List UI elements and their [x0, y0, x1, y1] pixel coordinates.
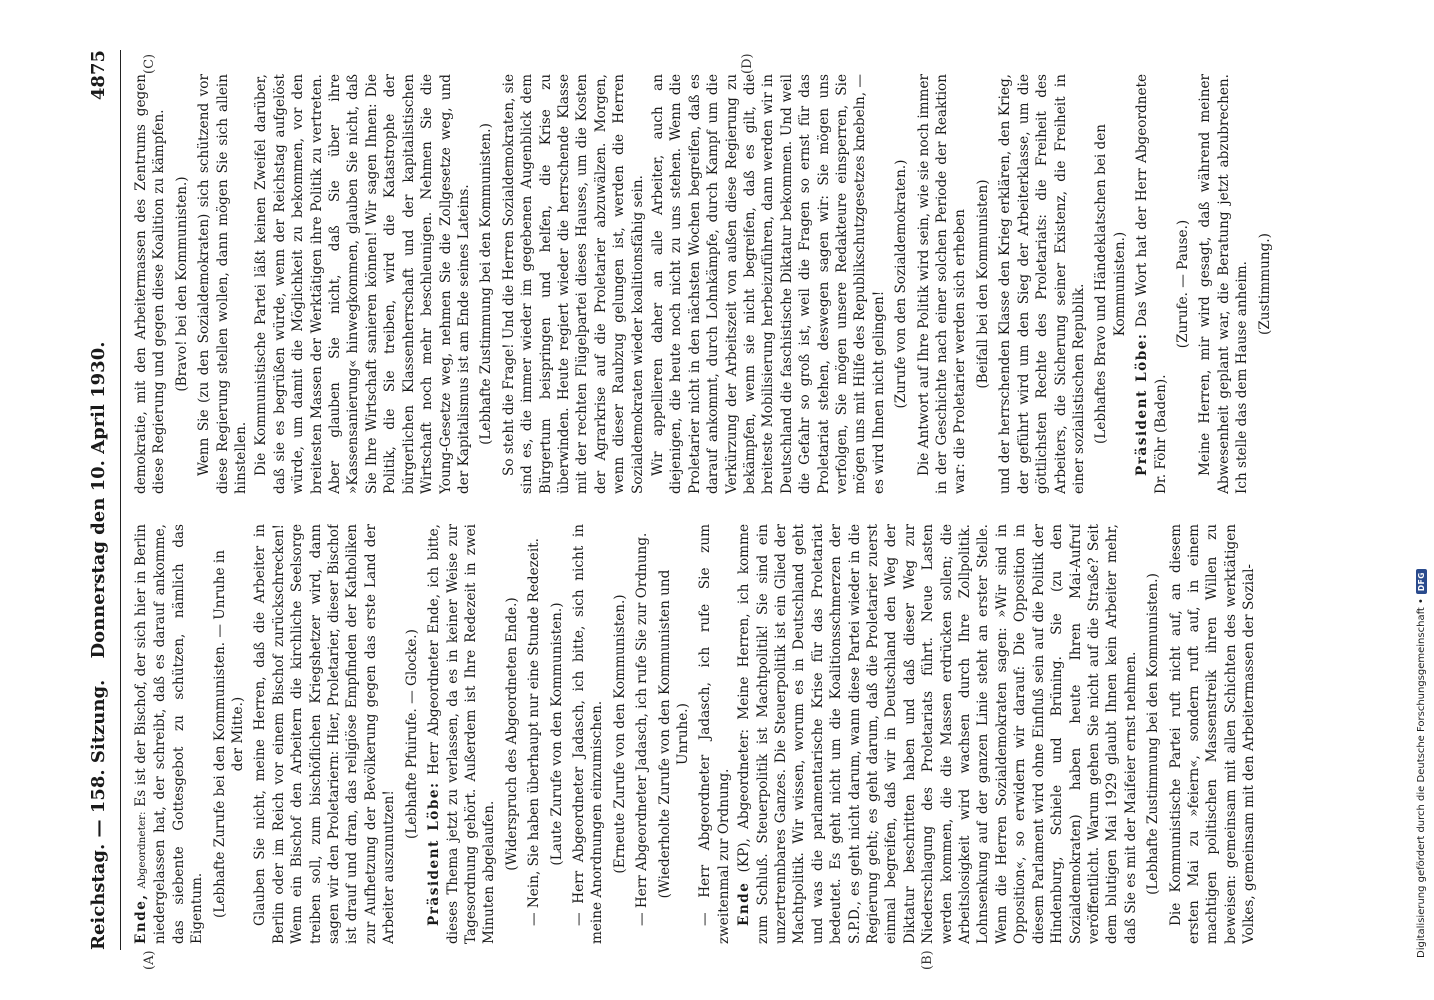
paragraph-text: (Zurufe. — Pause.) [1174, 219, 1191, 349]
paragraph-text: (Bravo! bei den Kommunisten.) [173, 176, 190, 392]
paragraph-text: Die Antwort auf Ihre Politik wird sein, wie sie noch immer in der Geschichte nach einer solchen Periode der Reaktion war: die Proletarier werden sich erheben [915, 74, 969, 494]
digitization-credit [1416, 569, 1427, 958]
page-header [80, 50, 121, 950]
paragraph [251, 524, 398, 944]
paragraph [1167, 524, 1259, 944]
paragraph-text: Die Kommunistische Partei ruft nicht auf, an diesem ersten Mai zu »feiern«, sondern ruft auf, in einem machtigen politischen Massenstreik ihren Willen zu beweisen: gemeinsam mit allen Schichten des werktätigen Volkes, gemeinsam mit den Arbeitermassen der Sozial- [1167, 524, 1258, 944]
page-number: 4875 [88, 50, 109, 101]
margin-letter-c: (C) [142, 53, 157, 74]
paragraph-text: (Widerspruch des Abgeordneten Ende.) [503, 597, 520, 871]
paragraph-text: Die Kommunistische Partei läßt keinen Zweifel darüber, daß sie es begrüßen würde, wenn der Reichstag aufgelöst würde, um damit die Möglichkeit zu bekommen, vor den breitesten Massen der Werktätigen ihre Politik zu vertreten. Aber glauben Sie nicht, daß Sie über ihre »Kassensanierung« hinwegkommen, glauben Sie nicht, daß Sie Ihre Wirtschaft sanieren können! Wir sagen Ihnen: Die Politik, die Sie treiben, wird die Katastrophe der bürgerlichen Klassenherrschaft und der kapitalistischen Wirtschaft noch mehr beschleunigen. Nehmen Sie die Young-Gesetze weg, nehmen Sie die Zollgesetze weg, und der Kapitalismus ist am Ende seines Lateins. [253, 74, 472, 494]
interjection [656, 550, 693, 918]
interjection [611, 550, 629, 918]
paragraph [649, 74, 888, 494]
paragraph [570, 524, 607, 944]
interjection [1174, 100, 1192, 468]
interjection [1144, 550, 1162, 918]
paragraph [633, 524, 651, 944]
paragraph-text: (Lebhafte Zustimmung bei den Kommunisten.) [1145, 573, 1162, 895]
interjection [403, 550, 421, 918]
header-date: Donnerstag den 10. April 1930. [88, 341, 109, 659]
right-column [132, 74, 1380, 494]
paragraph-text: (Beifall bei den Kommunisten) [974, 179, 991, 389]
header-session: Reichstag. — 158. Sitzung. [88, 679, 109, 950]
paragraph [195, 74, 250, 494]
paragraph-text: Wir appellieren daher an alle Arbeiter, auch an diejenigen, die heute noch nicht zu uns stehen. Wenn die Proletarier nicht in den nächsten Wochen begreifen, daß es darauf ankommt, durch Lohnkämpfe, durch Kampf um die Verkürzung der Arbeitszeit von außen diese Regierung zu bekämpfen, wenn sie nicht begreifen, daß es gilt, die breiteste Mobilisierung herbeizuführen, dann werden wir in Deutschland die faschistische Diktatur bekommen. Und weil die Gefahr so groß ist, weil die Fragen so ernst für das Proletariat stehen, deswegen sagen wir: Sie mögen uns verfolgen, Sie mögen unsere Redakteure einsperren, Sie mögen uns mit Hilfe des Republikschutzgesetzes knebeln, — es wird Ihnen nicht gelingen! [649, 74, 887, 494]
paragraph-text: (Lebhafte Zustimmung bei den Kommunisten.) [478, 123, 495, 445]
speaker-name: Ende, [133, 893, 149, 944]
speaker-name: Ende [736, 881, 753, 926]
dfg-logo: DFG [1416, 569, 1427, 594]
paragraph-text: — Herr Abgeordneter Jadasch, ich rufe Sie zur Ordnung. [634, 532, 651, 926]
paragraph [252, 74, 473, 494]
interjection [974, 100, 992, 468]
paragraph [132, 524, 207, 944]
margin-letter-b: (B) [920, 950, 935, 970]
speaker-name: Präsident Löbe: [1134, 332, 1151, 476]
interjection [503, 550, 521, 918]
paragraph-text: Meine Herren, mir wird gesagt, daß während meiner Abwesenheit geplant war, die Beratung jetzt abzubrechen. Ich stelle das dem Hause anheim. [1197, 74, 1251, 494]
text-columns [132, 50, 1380, 950]
paragraph-text: (Zustimmung.) [1256, 233, 1273, 335]
paragraph-text: (Lebhafte Zurufe bei den Kommunisten. — Unruhe in der Mitte.) [211, 550, 247, 918]
paragraph-text: So steht die Frage! Und die Herren Sozialdemokraten, sie sind es, die immer wieder im gegebenen Augenblick dem Bürgertum beispringen und helfen, die Krise zu überwinden. Heute regiert wieder die herrschende Klasse mit der rechten Flügelpartei dieses Hauses, um die Kosten der Agrarkrise auf die Proletarier abzuwälzen. Morgen, wenn dieser Raubzug gelungen ist, werden die Herren Sozialdemokraten wieder koalitionsfähig sein. [500, 74, 646, 494]
paragraph-text: (Wiederholte Zurufe von den Kommunisten und Unruhe.) [656, 569, 691, 899]
paragraph-text: Herr Abgeordneter Ende, ich bitte, dieses Thema jetzt zu verlassen, da es in keiner Weise zur Tagesordnung gehört. Außerdem ist Ihre Redezeit in zwei Minuten abgelaufen. [426, 524, 498, 944]
credit-text: Digitalisierung gefördert durch die Deutsche Forschungsgemeinschaft • [1416, 598, 1427, 958]
paragraph-text: (Erneute Zurufe von den Kommunisten.) [611, 594, 628, 874]
paragraph [696, 524, 733, 944]
paragraph-text: und der herrschenden Klasse den Krieg erklären, den Krieg, der geführt wird um den Sieg der Arbeiterklasse, um die göttlichsten Rechte des Proletariats: die Freiheit des Arbeiters, die Sicherung seiner Existenz, die Freiheit in einer sozialistischen Republik. [997, 74, 1087, 494]
paragraph-text: Es ist der Bischof, der sich hier in Berlin niedergelassen hat, der schreibt, daß es darauf ankomme, das siebente Gottesgebot zu schützen, nämlich das Eigentum. [133, 524, 206, 944]
interjection [548, 550, 566, 918]
interjection [1256, 100, 1274, 468]
margin-letter-a: (A) [142, 950, 157, 970]
paragraph [1133, 74, 1170, 494]
paragraph-text: demokratie, mit den Arbeitermassen des Zentrums gegen diese Regierung und gegen diese Koalition zu kämpfen. [133, 74, 168, 494]
paragraph-text: — Herr Abgeordneter Jadasch, ich rufe Sie zum zweitenmal zur Ordnung. [697, 524, 732, 944]
margin-letter-d: (D) [740, 53, 755, 74]
paragraph-text: (KP), Abgeordneter: Meine Herren, ich komme zum Schluß. Steuerpolitik ist Machtpolitik! Sie sind ein unzertrennbares Ganzes. Die Steuerpolitik ist ein Glied der Machtpolitik. Wir wissen, worum es in Deutschland geht und was die parlamentarische Krise für das Proletariat bedeutet. Es geht nicht um die Koalitionsschmerzen der S.P.D., es geht nicht darum, wann diese Partei wieder in die Regierung geht; es geht darum, daß die Proletarier zuerst einmal begreifen, daß wir in Deutschland den Weg der Diktatur beschritten haben und daß dieser Weg zur Niederschlagung des Proletariats führt. Neue Lasten werden kommen, die die Massen erdrücken sollen; die Arbeitslosigkeit wird wachsen durch Ihre Zollpolitik. Lohnsenkung auf der ganzen Linie steht an erster Stelle. Wenn die Herren Sozialdemokraten sagen: »Wir sind in Opposition«, so erwidern wir darauf: Die Opposition in diesem Parlament wird ohne Einfluß sein auf die Politik der Hindenburg, Schiele und Brüning. Sie (zu den Sozialdemokraten) haben heute Ihren Mai-Aufruf veröffentlicht. Warum gehen Sie nicht auf die Straße? Seit dem blutigen Mai 1929 glaubt Ihnen kein Arbeiter mehr, daß Sie es mit der Maifeier ernst nehmen. [736, 524, 1139, 944]
paragraph [132, 74, 169, 494]
speaker-role: Abgeordneter: [136, 811, 148, 889]
paragraph-text: (Laute Zurufe von den Kommunisten.) [548, 602, 565, 866]
paragraph [500, 74, 647, 494]
paragraph-text: (Zurufe von den Sozialdemokraten.) [893, 159, 910, 409]
paragraph-text: Glauben Sie nicht, meine Herren, daß die Arbeiter in Berlin oder im Reich vor einem Bischof zurückschrecken! Wenn ein Bischof den Arbeitern die kirchliche Seelsorge treiben soll, zum bischöflichen Kriegshetzer wird, dann sagen wir den Proletariern: Hier, Proletarier, dieser Bischof ist drauf und dran, das religiöse Empfinden der Katholiken zur Aufhetzung der Bevölkerung gegen das erste Land der Arbeiter auszunutzen! [252, 524, 398, 944]
interjection [892, 100, 910, 468]
paragraph [996, 74, 1088, 494]
interjection [1092, 100, 1129, 468]
paragraph-text: (Lebhaftes Bravo und Händeklatschen bei den Kommunisten.) [1093, 123, 1128, 445]
interjection [211, 550, 248, 918]
interjection [173, 100, 191, 468]
paragraph [915, 74, 970, 494]
paragraph [525, 524, 543, 944]
interjection [477, 100, 495, 468]
paragraph-text: — Herr Abgeordneter Jadasch, ich bitte, sich nicht in meine Anordnungen einzumischen. [570, 524, 606, 944]
paragraph-text: — Nein, Sie haben überhaupt nur eine Stunde Redezeit. [526, 538, 543, 926]
paragraph-text: Wenn Sie (zu den Sozialdemokraten) sich schützend vor diese Regierung stellen wollen, dann mögen Sie sich allein hinstellen. [196, 74, 250, 494]
speaker-name: Präsident Löbe: [426, 781, 443, 926]
document-page [50, 50, 1420, 970]
paragraph-text: (Lebhafte Pfuirufe. — Glocke.) [403, 629, 420, 839]
left-column [132, 524, 1380, 944]
paragraph [735, 524, 1140, 944]
paragraph-text: Das Wort hat der Herr Abgeordnete Dr. Föhr (Baden). [1134, 74, 1169, 494]
paragraph [425, 524, 499, 944]
paragraph [1196, 74, 1251, 494]
